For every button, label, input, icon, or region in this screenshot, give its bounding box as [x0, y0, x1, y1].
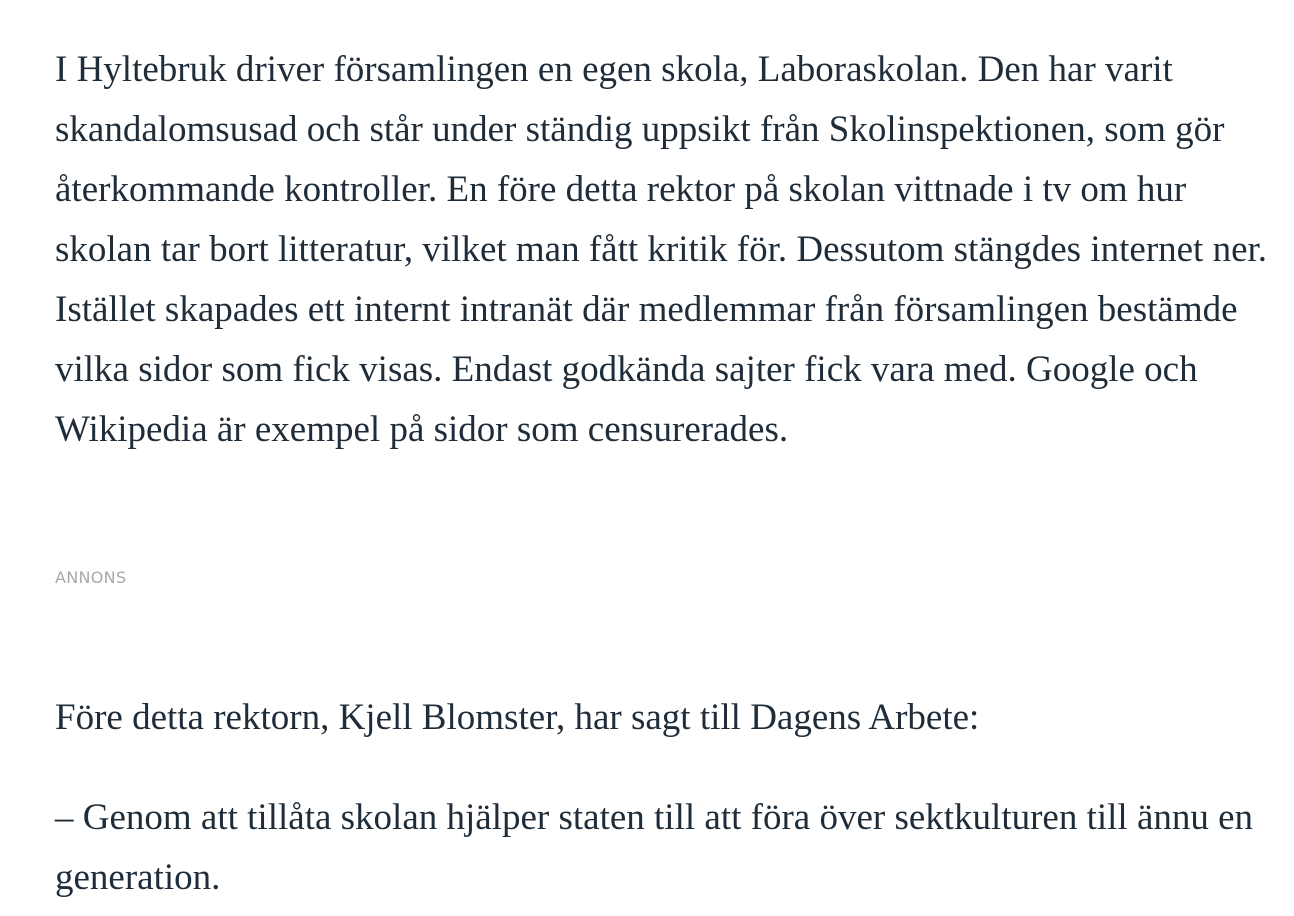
- quote-paragraph: – Genom att tillåta skolan hjälper staten till att föra över sektkulturen till ännu en generation.: [55, 797, 1254, 898]
- advertisement-label: ANNONS: [55, 568, 127, 587]
- article-paragraph: Före detta rektorn, Kjell Blomster, har sagt till Dagens Arbete:: [55, 697, 980, 738]
- article-paragraph: I Hyltebruk driver församlingen en egen skola, Laboraskolan. Den har varit skandalomsusad och står under ständig uppsikt från Skolinspektionen, som gör återkommande kontroller. En före detta rektor på skolan vittnade i tv om hur skolan tar bort litteratur, vilket man fått kritik för. Dessutom stängdes internet ner. Istället skapades ett internt intranät där medlemmar från församlingen bestämde vilka sidor som fick visas. Endast godkända sajter fick vara med. Google och Wikipedia är exempel på sidor som censurerades.: [55, 49, 1268, 450]
- article-body: [55, 40, 1270, 460]
